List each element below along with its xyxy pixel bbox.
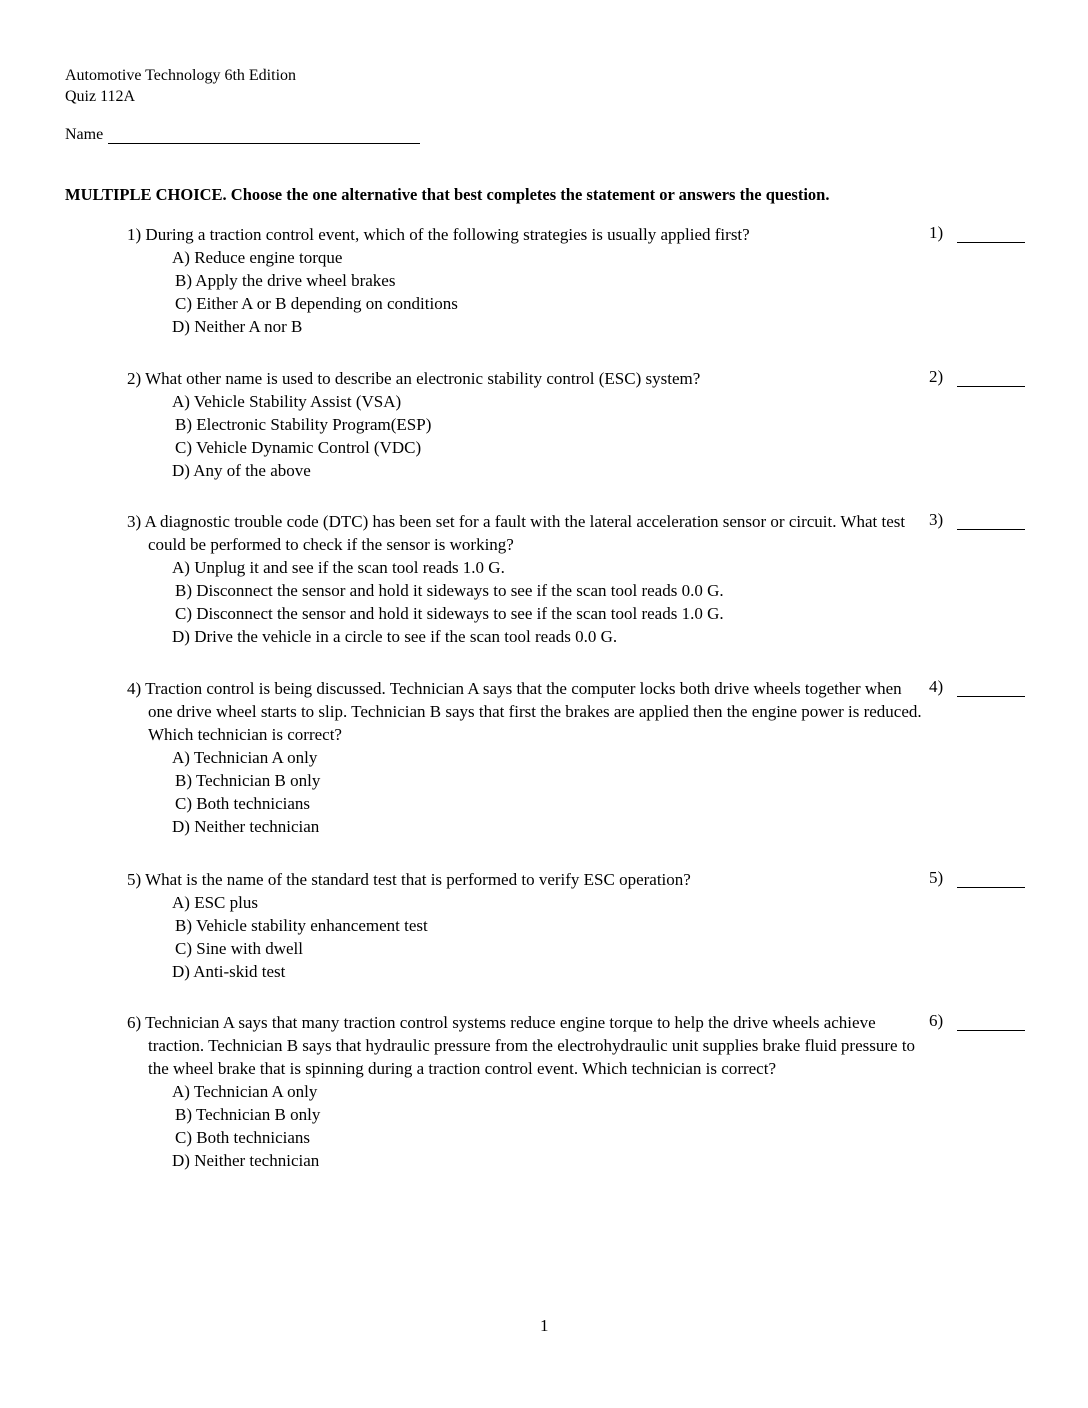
question-5 (127, 868, 917, 983)
name-label: Name (65, 126, 104, 143)
quiz-title: Quiz 112A (65, 88, 136, 105)
answer-choice: C) Disconnect the sensor and hold it sideways to see if the scan tool reads 1.0 G. (175, 604, 724, 623)
answer-choice: C) Sine with dwell (175, 939, 303, 958)
answer-choice: A) Technician A only (172, 1082, 318, 1101)
answer-choice: D) Neither technician (172, 817, 320, 836)
answer-blank[interactable] (957, 696, 1025, 697)
answer-choice: C) Both technicians (175, 794, 311, 813)
name-field[interactable] (108, 143, 420, 144)
answer-choice: A) Unplug it and see if the scan tool reads 1.0 G. (172, 558, 505, 577)
question-6 (127, 1011, 917, 1172)
answer-blank[interactable] (957, 386, 1025, 387)
question-1 (127, 223, 917, 338)
question-stem: 2) What other name is used to describe an electronic stability control (ESC) system? (127, 369, 701, 388)
question-stem: 3) A diagnostic trouble code (DTC) has been set for a fault with the lateral acceleration sensor or circuit. What test could be performed to check if the sensor is working? (127, 512, 906, 554)
answer-number: 4) (929, 677, 944, 696)
answer-number: 2) (929, 367, 944, 386)
question-stem: 4) Traction control is being discussed. Technician A says that the computer locks both drive wheels together when one drive wheel starts to slip. Technician B says that first the brakes are applied then the engine power is reduced. Which technician is correct? (127, 679, 922, 744)
answer-number: 6) (929, 1011, 944, 1030)
answer-choice: A) Vehicle Stability Assist (VSA) (172, 392, 402, 411)
answer-choice: D) Anti-skid test (172, 962, 286, 981)
question-3 (127, 510, 917, 648)
answer-choice: D) Neither technician (172, 1151, 320, 1170)
answer-choice: B) Technician B only (175, 1105, 321, 1124)
answer-blank[interactable] (957, 1030, 1025, 1031)
answer-choice: D) Drive the vehicle in a circle to see if the scan tool reads 0.0 G. (172, 627, 618, 646)
answer-choice: D) Neither A nor B (172, 317, 303, 336)
question-2 (127, 367, 917, 482)
answer-choice: A) ESC plus (172, 893, 258, 912)
answer-choice: C) Either A or B depending on conditions (175, 294, 458, 313)
answer-number: 1) (929, 223, 944, 242)
answer-blank[interactable] (957, 887, 1025, 888)
answer-blank[interactable] (957, 529, 1025, 530)
answer-choice: B) Apply the drive wheel brakes (175, 271, 396, 290)
question-stem: 6) Technician A says that many traction control systems reduce engine torque to help the drive wheels achieve traction. Technician B says that hydraulic pressure from the electrohydraulic unit supplies brake fluid pressure to the wheel brake that is spinning during a traction control event. Which technician is correct? (127, 1013, 916, 1078)
answer-choice: B) Disconnect the sensor and hold it sideways to see if the scan tool reads 0.0 G. (175, 581, 724, 600)
answer-choice: A) Technician A only (172, 748, 318, 767)
question-4 (127, 677, 922, 838)
answer-choice: C) Vehicle Dynamic Control (VDC) (175, 438, 422, 457)
answer-choice: B) Technician B only (175, 771, 321, 790)
book-title: Automotive Technology 6th Edition (65, 67, 297, 84)
page-number: 1 (540, 1316, 549, 1335)
instructions: MULTIPLE CHOICE. Choose the one alternative that best completes the statement or answers the question. (65, 185, 830, 204)
question-stem: 1) During a traction control event, which of the following strategies is usually applied first? (127, 225, 750, 244)
answer-choice: C) Both technicians (175, 1128, 311, 1147)
answer-blank[interactable] (957, 242, 1025, 243)
answer-choice: A) Reduce engine torque (172, 248, 343, 267)
answer-choice: B) Vehicle stability enhancement test (175, 916, 428, 935)
answer-number: 5) (929, 868, 944, 887)
answer-number: 3) (929, 510, 944, 529)
answer-choice: D) Any of the above (172, 461, 311, 480)
answer-choice: B) Electronic Stability Program(ESP) (175, 415, 432, 434)
question-stem: 5) What is the name of the standard test that is performed to verify ESC operation? (127, 870, 691, 889)
